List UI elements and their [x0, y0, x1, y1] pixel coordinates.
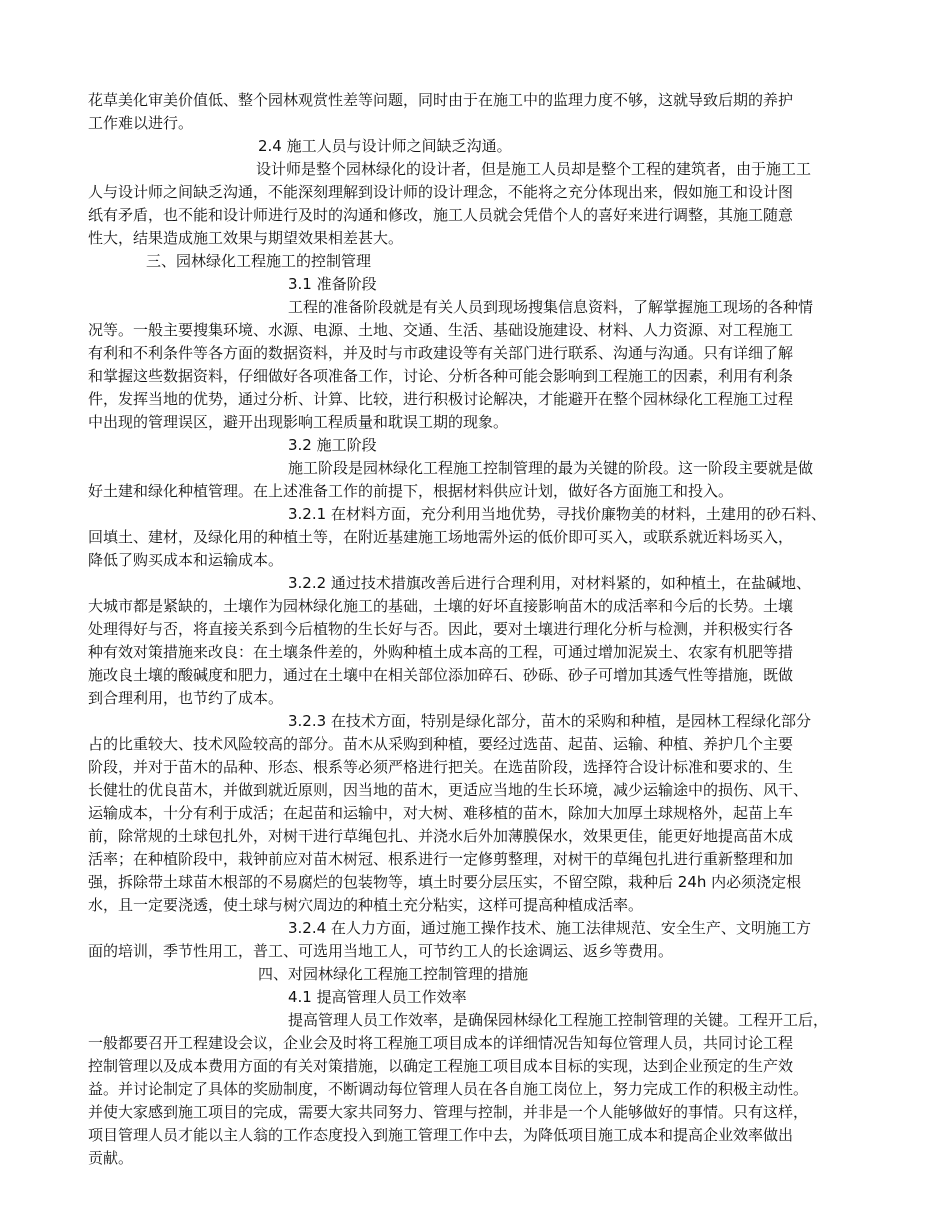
text-line: 施改良土壤的酸碱度和肥力，通过在土壤中在相关部位添加碎石、砂砾、砂子可增加其透气性等措施，既做: [88, 666, 794, 684]
text-line: 3.2 施工阶段: [288, 436, 377, 454]
text-line: 三、园林绿化工程施工的控制管理: [146, 252, 372, 270]
heading-3-1: [88, 273, 860, 296]
text-line: 占的比重较大、技术风险较高的部分。苗木从采购到种植，要经过选苗、起苗、运输、种植、养护几个主要: [88, 735, 794, 753]
text-line: 工作难以进行。: [88, 114, 194, 132]
text-line: 设计师是整个园林绿化的设计者，但是施工人员却是整个工程的建筑者，由于施工工: [256, 160, 812, 178]
text-line: 花草美化审美价值低、整个园林观赏性差等问题，同时由于在施工中的监理力度不够，这就导致后期的养护: [88, 91, 794, 109]
text-line: 运输成本，十分有利于成活；在起苗和运输中，对大树、难移植的苗木，除加大加厚土球规格外，起苗上车: [88, 804, 794, 822]
text-line: 到合理利用，也节约了成本。: [88, 689, 284, 707]
text-line: 益。并讨论制定了具体的奖励制度，不断调动每位管理人员在各自施工岗位上，努力完成工作的积极主动性。: [88, 1080, 809, 1098]
text-line: 和掌握这些数据资料，仔细做好各项准备工作，讨论、分析各种可能会影响到工程施工的因素，利用有利条: [88, 367, 794, 385]
text-line: 纸有矛盾，也不能和设计师进行及时的沟通和修改，施工人员就会凭借个人的喜好来进行调整，其施工随意: [88, 206, 794, 224]
text-line: 降低了购买成本和运输成本。: [88, 551, 284, 569]
heading-section-3: [88, 250, 860, 273]
text-line: 3.2.3 在技术方面，特别是绿化部分，苗木的采购和种植，是园林工程绿化部分: [288, 712, 811, 730]
paragraph-3-2-3: [88, 710, 860, 917]
text-line: 四、对园林绿化工程施工控制管理的措施: [258, 965, 529, 983]
text-line: 长健壮的优良苗木，并做到就近原则，因当地的苗木，更适应当地的生长环境，减少运输途中的损伤、风干、: [88, 781, 809, 799]
heading-section-4: [88, 963, 860, 986]
text-line: 性大，结果造成施工效果与期望效果相差甚大。: [88, 229, 404, 247]
text-line: 活率；在种植阶段中，栽钟前应对苗木树冠、根系进行一定修剪整理，对树干的草绳包扎进行重新整理和加: [88, 850, 794, 868]
text-line: 阶段，并对于苗木的品种、形态、根系等必须严格进行把关。在选苗阶段，选择符合设计标准和要求的、生: [88, 758, 794, 776]
text-line: 并使大家感到施工项目的完成，需要大家共同努力、管理与控制，并非是一个人能够做好的事情。只有这样，: [88, 1103, 809, 1121]
text-line: 工程的准备阶段就是有关人员到现场搜集信息资料，了解掌握施工现场的各种情: [288, 298, 814, 316]
text-line: 大城市都是紧缺的，土壤作为园林绿化施工的基础，土壤的好坏直接影响苗木的成活率和今后的长势。土壤: [88, 597, 794, 615]
heading-4-1: [88, 986, 860, 1009]
paragraph-3-2-4: [88, 917, 860, 963]
text-line: 面的培训，季节性用工，普工、可选用当地工人，可节约工人的长途调运、返乡等费用。: [88, 942, 674, 960]
text-line: 好土建和绿化种植管理。在上述准备工作的前提下，根据材料供应计划，做好各方面施工和投入。: [88, 482, 734, 500]
heading-3-2: [88, 434, 860, 457]
heading-2-4: [88, 135, 860, 158]
paragraph-3-1: [88, 296, 860, 434]
text-line: 件，发挥当地的优势，通过分析、计算、比较，进行积极讨论解决，才能避开在整个园林绿化工程施工过程: [88, 390, 794, 408]
text-line: 3.2.2 通过技术措旗改善后进行合理利用，对材料紧的，如种植土，在盐碱地、: [288, 574, 811, 592]
text-line: 一般都要召开工程建设会议，企业会及时将工程施工项目成本的详细情况告知每位管理人员，共同讨论工程: [88, 1034, 794, 1052]
paragraph-2-4: [88, 158, 860, 250]
text-line: 强，拆除带土球苗木根部的不易腐烂的包装物等，填土时要分层压实，不留空隙，栽种后 24h 内必须浇定根: [88, 873, 802, 891]
paragraph-2-3-end: [88, 89, 860, 135]
text-line: 2.4 施工人员与设计师之间缺乏沟通。: [258, 137, 512, 155]
text-line: 提高管理人员工作效率，是确保园林绿化工程施工控制管理的关键。工程开工后，: [288, 1011, 829, 1029]
text-line: 3.2.4 在人力方面，通过施工操作技术、施工法律规范、安全生产、文明施工方: [288, 919, 811, 937]
paragraph-3-2-1: [88, 503, 860, 572]
paragraph-3-2-2: [88, 572, 860, 710]
text-line: 处理得好与否，将直接关系到今后植物的生长好与否。因此，要对土壤进行理化分析与检测，并积极实行各: [88, 620, 794, 638]
text-line: 控制管理以及成本费用方面的有关对策措施，以确定工程施工项目成本目标的实现，达到企业预定的生产效: [88, 1057, 794, 1075]
text-line: 中出现的管理误区，避开出现影响工程质量和耽误工期的现象。: [88, 413, 509, 431]
text-line: 3.1 准备阶段: [288, 275, 377, 293]
text-line: 有利和不利条件等各方面的数据资料，并及时与市政建设等有关部门进行联系、沟通与沟通。只有详细了解: [88, 344, 794, 362]
text-line: 项目管理人员才能以主人翁的工作态度投入到施工管理工作中去，为降低项目施工成本和提高企业效率做出: [88, 1126, 794, 1144]
text-line: 水，且一定要浇透，使土球与树穴周边的种植土充分粘实，这样可提高种植成活率。: [88, 896, 644, 914]
paragraph-4-1: [88, 1009, 860, 1170]
text-line: 4.1 提高管理人员工作效率: [288, 988, 467, 1006]
text-line: 种有效对策措施来改良：在土壤条件差的，外购种植土成本高的工程，可通过增加泥炭土、农家有机肥等措: [88, 643, 794, 661]
text-line: 前，除常规的土球包扎外，对树干进行草绳包扎、并浇水后外加薄膜保水，效果更佳，能更好地提高苗木成: [88, 827, 794, 845]
text-line: 回填土、建材，及绿化用的种植土等，在附近基建施工场地需外运的低价即可买入，或联系就近料场买入，: [88, 528, 794, 546]
text-line: 人与设计师之间缺乏沟通，不能深刻理解到设计师的设计理念，不能将之充分体现出来，假如施工和设计图: [88, 183, 794, 201]
text-line: 贡献。: [88, 1149, 134, 1167]
text-line: 况等。一般主要搜集环境、水源、电源、土地、交通、生活、基础设施建设、材料、人力资源、对工程施工: [88, 321, 794, 339]
text-line: 施工阶段是园林绿化工程施工控制管理的最为关键的阶段。这一阶段主要就是做: [288, 459, 814, 477]
text-line: 3.2.1 在材料方面，充分利用当地优势，寻找价廉物美的材料，土建用的砂石料、: [288, 505, 826, 523]
paragraph-3-2: [88, 457, 860, 503]
